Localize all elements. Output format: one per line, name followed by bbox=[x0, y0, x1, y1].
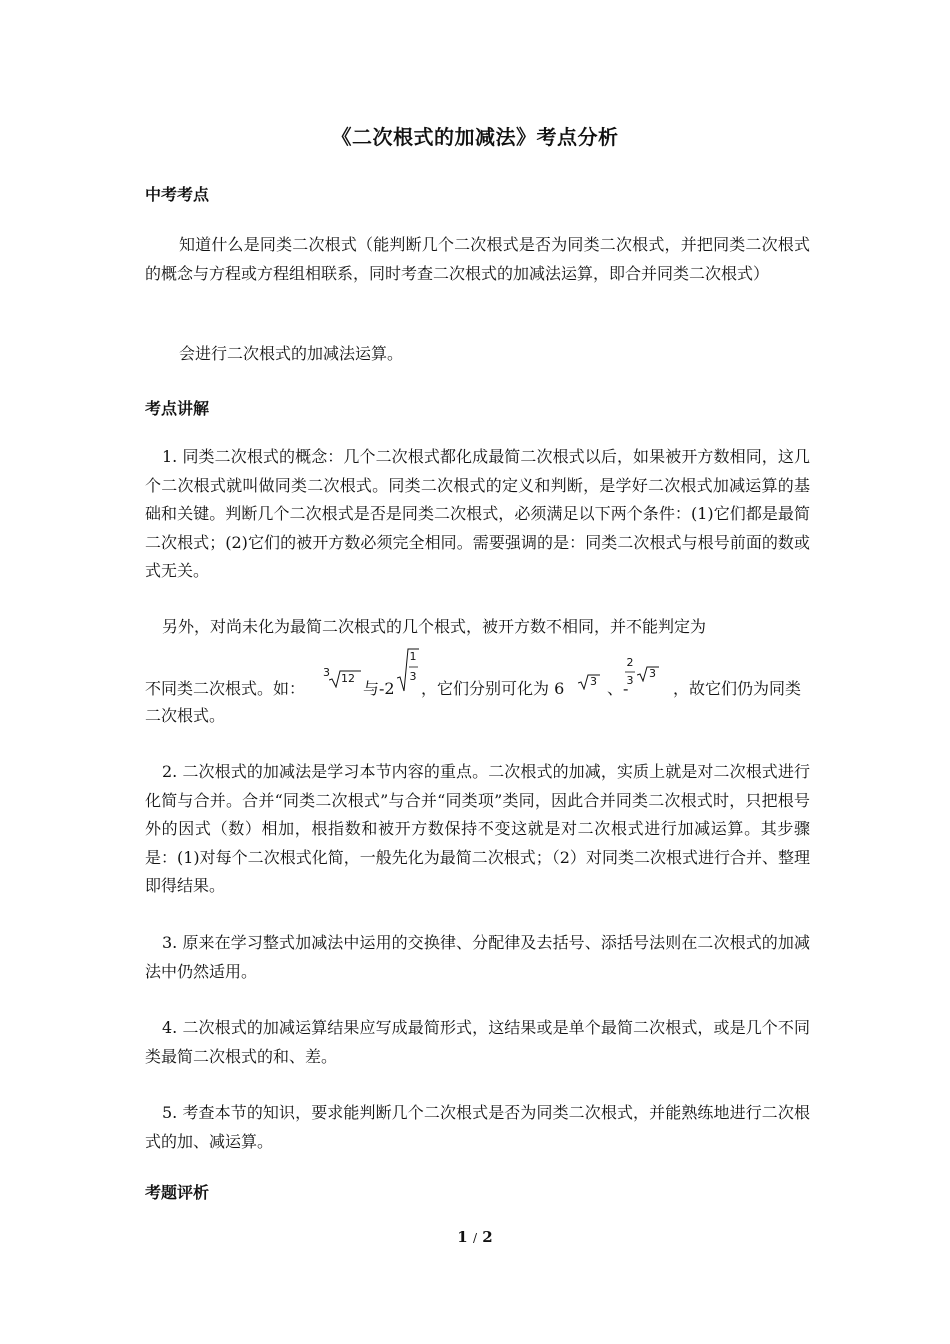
radicand-3: 3 bbox=[649, 667, 656, 680]
math-text-1: 不同类二次根式。如： bbox=[145, 679, 306, 698]
paragraph-item-2: 2. 二次根式的加减法是学习本节内容的重点。二次根式的加减，实质上就是对二次根式进行化简与合并。合并“同类二次根式”与合并“同类项”类同，因此合并同类二次根式时，只把根号外的因式（数）相加，根指数和被开方数保持不变这就是对二次根式进行加减运算。其步骤是：(1)对每个二次根式化简，一般先化为最简二次根式；（2）对同类二次根式进行合并、整理即得结果。 bbox=[145, 762, 810, 896]
fraction-numerator: 1 bbox=[409, 650, 417, 663]
page-separator: / bbox=[472, 1231, 478, 1245]
math-text-5: ，故它们仍为同类 bbox=[673, 679, 802, 698]
page-current: 1 bbox=[457, 1228, 468, 1246]
paragraph-exam-points-1: 知道什么是同类二次根式（能判断几个二次根式是否为同类二次根式，并把同类二次根式的概念与方程或方程组相联系，同时考查二次根式的加减法运算，即合并同类二次根式） bbox=[145, 235, 810, 283]
radicand-3: 3 bbox=[590, 675, 597, 688]
paragraph-item-1: 1. 同类二次根式的概念：几个二次根式都化成最简二次根式以后，如果被开方数相同，这几个二次根式就叫做同类二次根式。同类二次根式的定义和判断，是学好二次根式加减运算的基础和关键。判断几个二次根式是否是同类二次根式，必须满足以下两个条件：(1)它们都是最简二次根式；(2)它们的被开方数必须完全相同。需要强调的是：同类二次根式与根号前面的数或式无关。 bbox=[145, 447, 810, 581]
radicand-12: 12 bbox=[341, 672, 355, 685]
paragraph-item-3: 3. 原来在学习整式加减法中运用的交换律、分配律及去括号、添括号法则在二次根式的加减法中仍然适用。 bbox=[145, 933, 810, 981]
fraction-bar bbox=[625, 671, 635, 673]
page-total: 2 bbox=[482, 1228, 493, 1246]
paragraph-item-4: 4. 二次根式的加减运算结果应写成最简形式，这结果或是单个最简二次根式，或是几个不同类最简二次根式的和、差。 bbox=[145, 1018, 810, 1066]
fraction-numerator: 2 bbox=[626, 656, 634, 669]
heading-analysis: 考题评析 bbox=[145, 1183, 210, 1202]
page-title: 《二次根式的加减法》考点分析 bbox=[331, 125, 619, 149]
math-text-3: ，它们分别可化为 6 bbox=[421, 679, 565, 698]
math-text-4: 、- bbox=[607, 679, 629, 698]
math-example-line bbox=[145, 652, 815, 702]
heading-exam-points: 中考考点 bbox=[145, 185, 210, 204]
page-number bbox=[0, 1228, 950, 1246]
math-text-2: 与-2 bbox=[363, 679, 395, 698]
paragraph-extra-line-3: 二次根式。 bbox=[145, 706, 226, 725]
fraction-denominator: 3 bbox=[409, 670, 417, 683]
paragraph-exam-points-2: 会进行二次根式的加减法运算。 bbox=[179, 344, 404, 363]
paragraph-extra-line-1: 另外，对尚未化为最简二次根式的几个根式，被开方数不相同，并不能判定为 bbox=[162, 617, 707, 636]
heading-explanation: 考点讲解 bbox=[145, 399, 210, 418]
root-index: 3 bbox=[323, 666, 330, 679]
fraction-denominator: 3 bbox=[626, 674, 634, 687]
paragraph-item-5: 5. 考查本节的知识，要求能判断几个二次根式是否为同类二次根式，并能熟练地进行二次根式的加、减运算。 bbox=[145, 1103, 810, 1151]
